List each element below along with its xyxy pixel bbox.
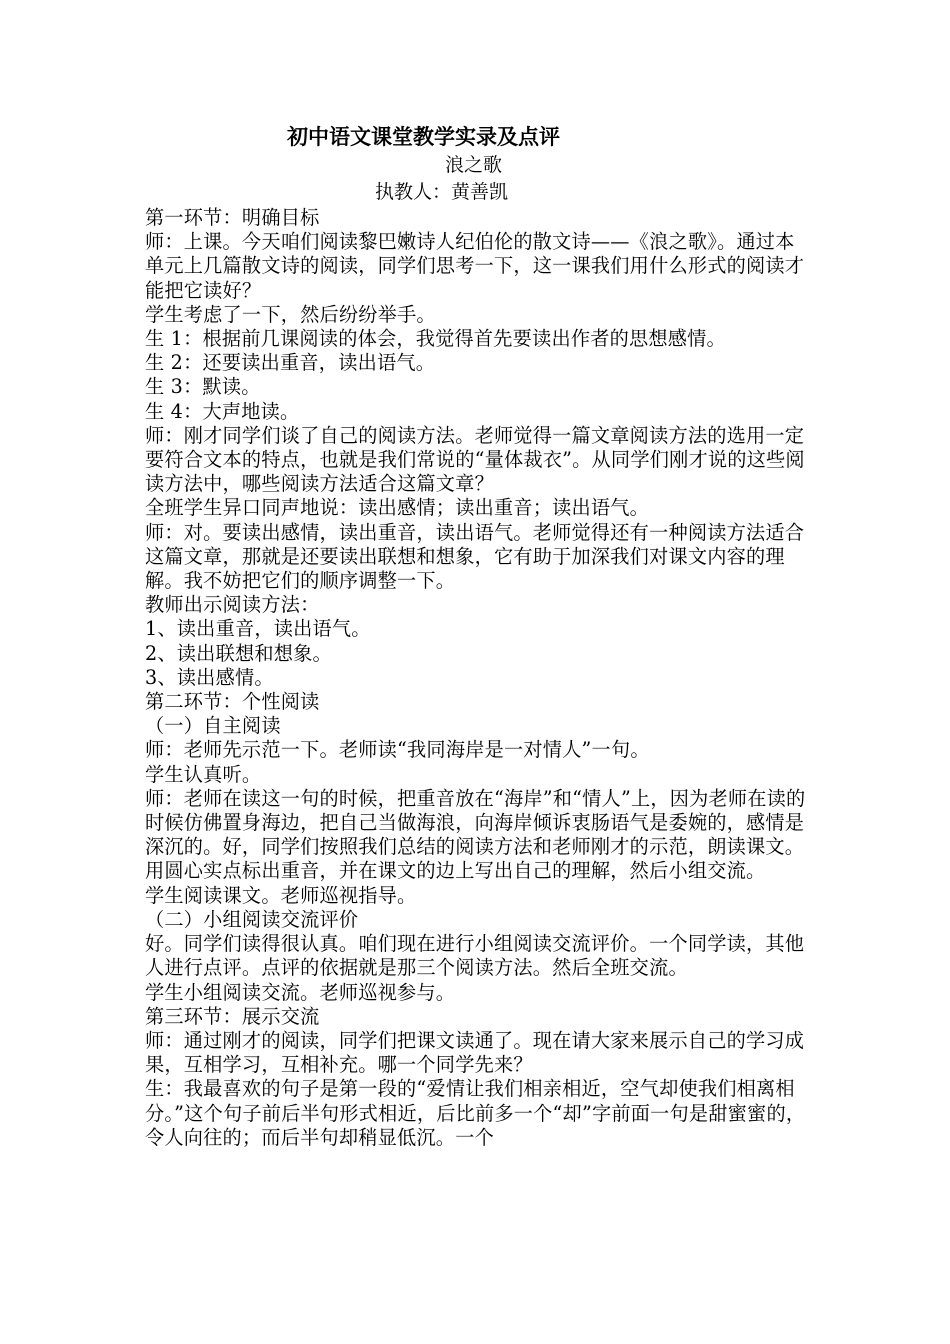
section-heading: 第一环节：明确目标 [145, 206, 320, 229]
document-body [145, 206, 813, 1150]
document-subtitle: 浪之歌 [445, 154, 503, 176]
subsection-heading: （一）自主阅读 [145, 714, 281, 738]
paragraph: 师：老师先示范一下。老师读“我同海岸是一对情人”一句。 [145, 738, 650, 762]
paragraph: 师：刚才同学们谈了自己的阅读方法。老师觉得一篇文章阅读方法的选用一定要符合文本的特点，也就是我们常说的“量体裁衣”。从同学们刚才说的这些阅读方法中，哪些阅读方法适合这篇文章？ [145, 423, 805, 496]
paragraph: 生 3：默读。 [145, 375, 261, 399]
paragraph: 好。同学们读得很认真。咱们现在进行小组阅读交流评价。一个同学读，其他人进行点评。点评的依据就是那三个阅读方法。然后全班交流。 [145, 932, 805, 980]
teacher-line: 执教人：黄善凯 [375, 181, 509, 203]
paragraph: 师：通过刚才的阅读，同学们把课文读通了。现在请大家来展示自己的学习成果，互相学习，互相补充。哪一个同学先来？ [145, 1028, 805, 1077]
paragraph: 师：上课。今天咱们阅读黎巴嫩诗人纪伯伦的散文诗——《浪之歌》。通过本单元上几篇散文诗的阅读，同学们思考一下，这一课我们用什么形式的阅读才能把它读好？ [145, 230, 805, 302]
paragraph: 生 2：还要读出重音，读出语气。 [145, 351, 436, 375]
section-heading: 第二环节：个性阅读 [145, 690, 320, 714]
list-item: 1、读出重音，读出语气。 [145, 617, 371, 641]
list-item: 3、读出感情。 [145, 665, 274, 689]
paragraph: 全班学生异口同声地说：读出感情；读出重音；读出语气。 [145, 496, 650, 520]
paragraph: 生：我最喜欢的句子是第一段的“爱情让我们相亲相近，空气却使我们相离相分。”这个句子前后半句形式相近，后比前多一个“却”字前面一句是甜蜜蜜的，令人向往的；而后半句却稍显低沉。一个 [145, 1077, 806, 1149]
document-title: 初中语文课堂教学实录及点评 [287, 125, 560, 149]
paragraph: 学生小组阅读交流。老师巡视参与。 [145, 980, 456, 1004]
paragraph: 生 4：大声地读。 [145, 399, 300, 423]
paragraph: 学生认真听。 [145, 762, 262, 786]
paragraph: 学生阅读课文。老师巡视指导。 [145, 883, 417, 907]
section-heading: 第三环节：展示交流 [145, 1004, 320, 1028]
list-item: 2、读出联想和想象。 [145, 641, 332, 665]
paragraph: 师：老师在读这一句的时候，把重音放在“海岸”和“情人”上，因为老师在读的时候仿佛置身海边，把自己当做海浪，向海岸倾诉衷肠语气是委婉的，感情是深沉的。好，同学们按照我们总结的阅读方法和老师刚才的示范，朗读课文。用圆心实点标出重音，并在课文的边上写出自己的理解，然后小组交流。 [145, 786, 806, 883]
paragraph: 教师出示阅读方法： [145, 593, 320, 617]
paragraph: 师：对。要读出感情，读出重音，读出语气。老师觉得还有一种阅读方法适合这篇文章，那就是还要读出联想和想象，它有助于加深我们对课文内容的理解。我不妨把它们的顺序调整一下。 [145, 520, 805, 593]
subsection-heading: （二）小组阅读交流评价 [145, 907, 359, 931]
document-page [145, 122, 813, 1150]
paragraph: 学生考虑了一下，然后纷纷举手。 [145, 302, 436, 326]
paragraph: 生 1：根据前几课阅读的体会，我觉得首先要读出作者的思想感情。 [145, 327, 726, 351]
